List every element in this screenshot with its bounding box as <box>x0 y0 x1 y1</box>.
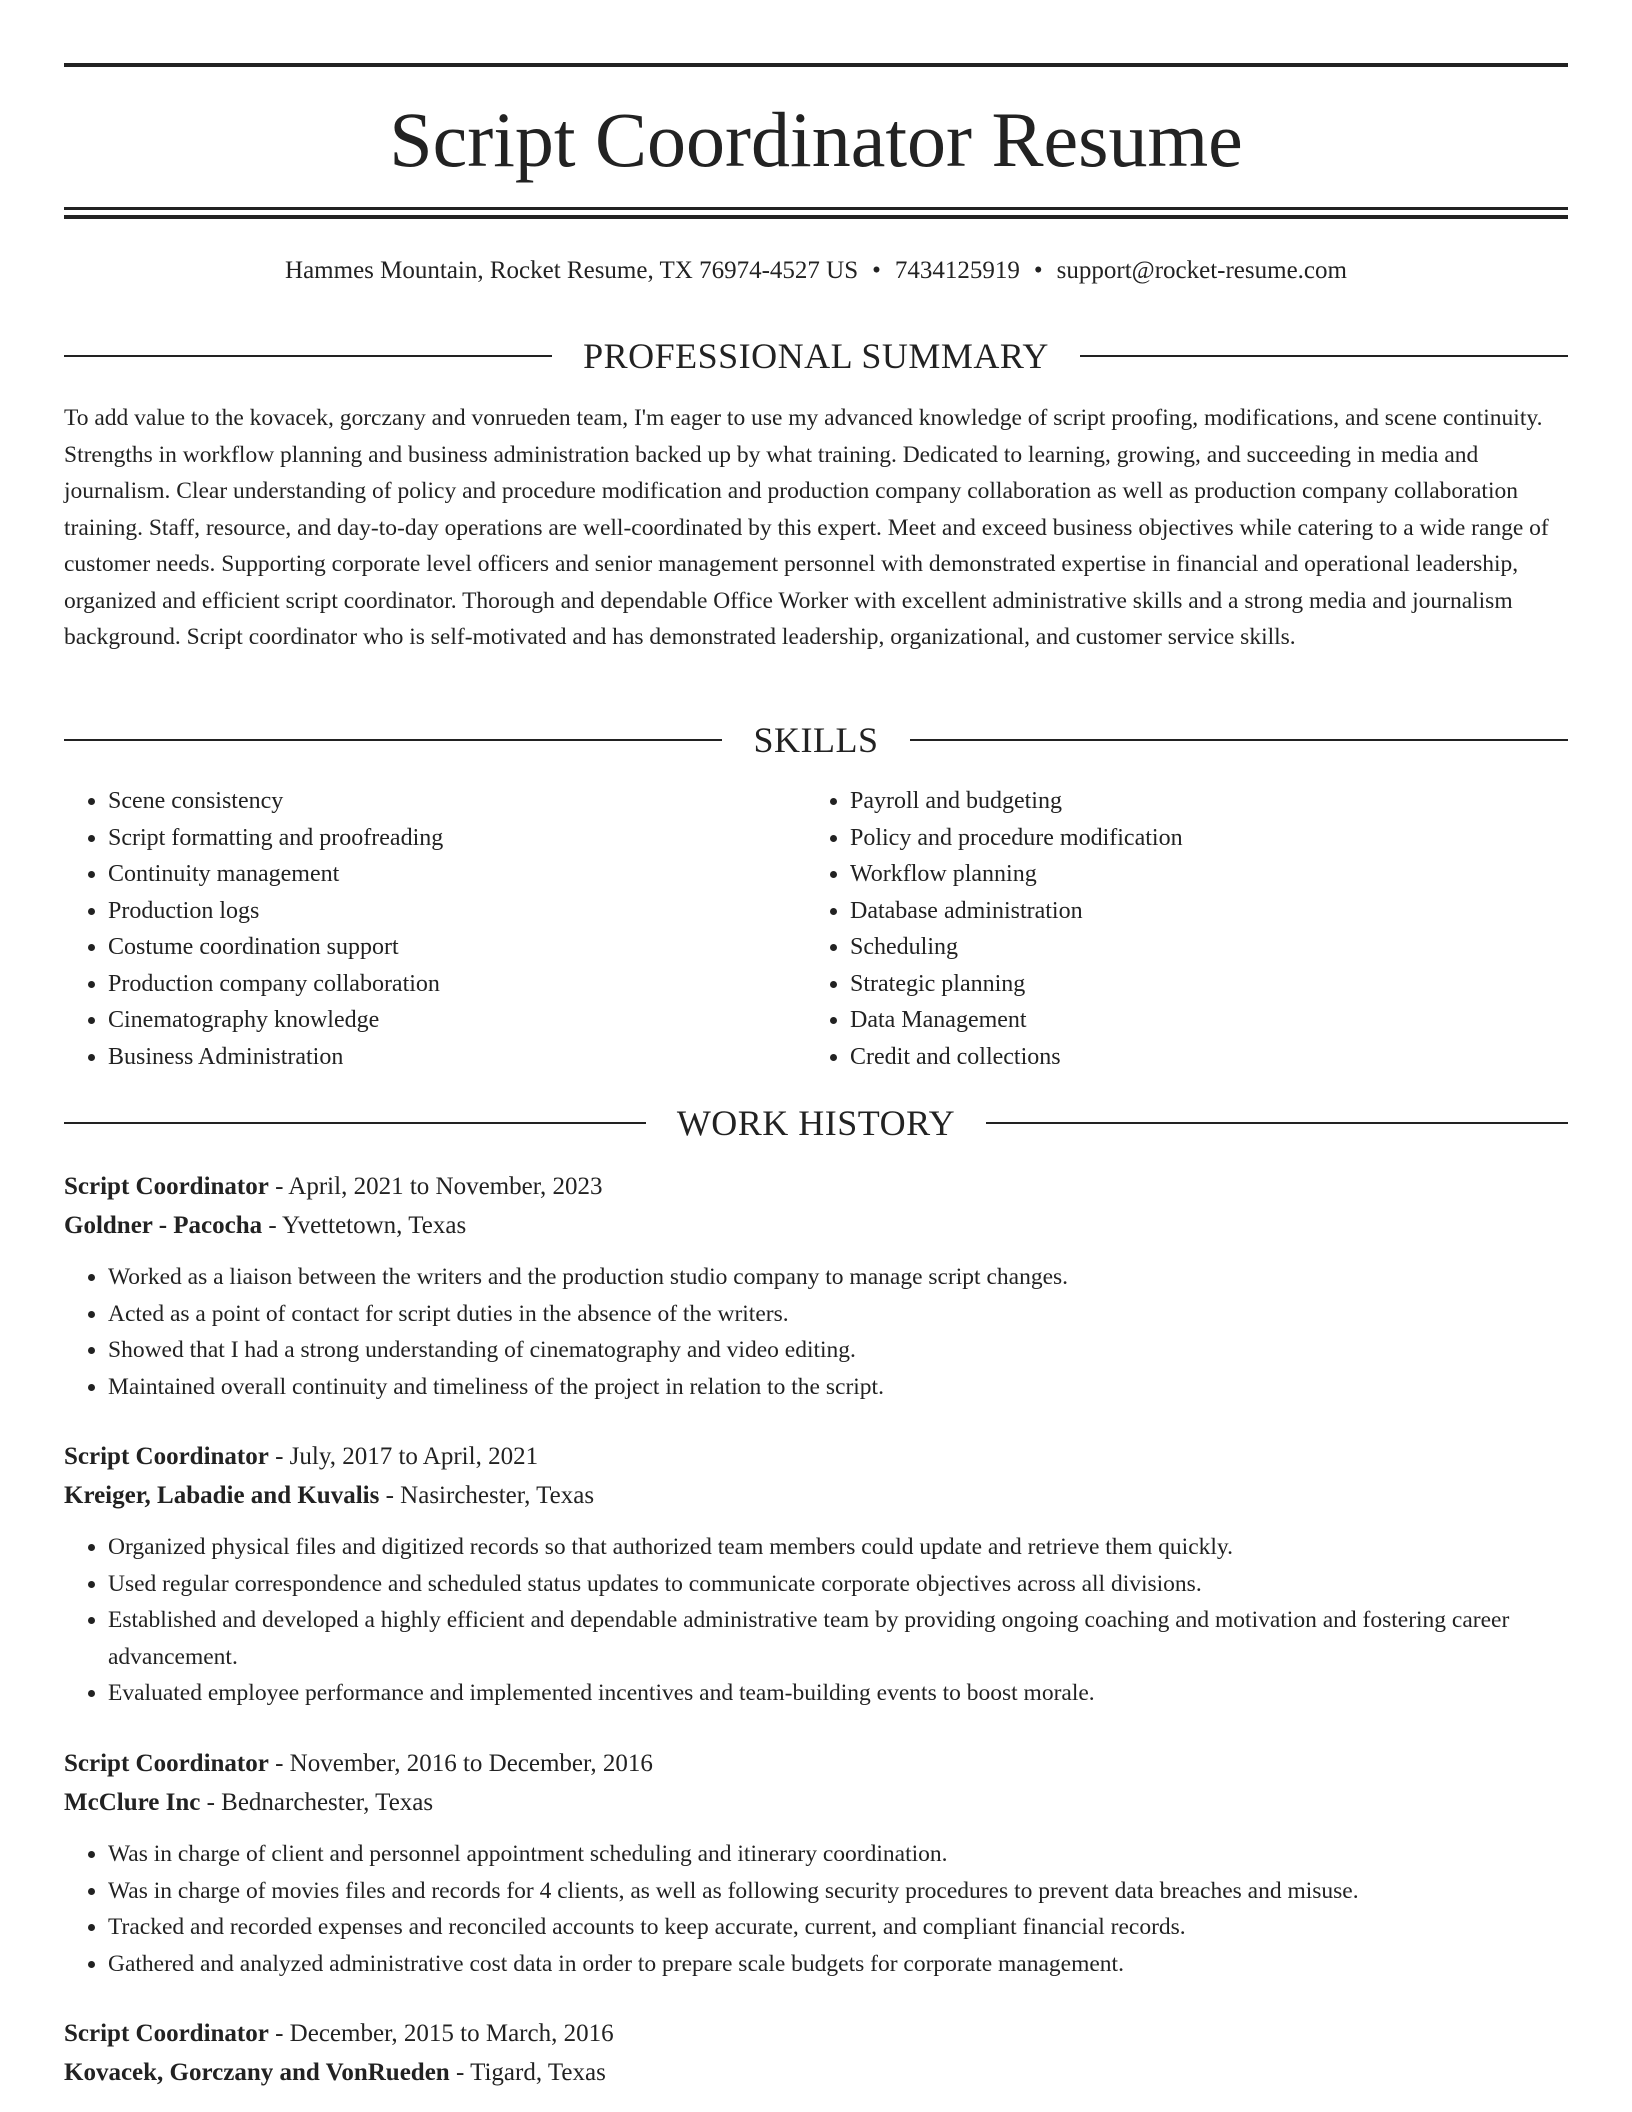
job-title: Script Coordinator <box>64 1750 269 1777</box>
duty-item: • Tracked and recorded expenses and reconciled accounts to keep accurate, current, and compliant financial records. <box>108 1909 1568 1946</box>
job-title: Script Coordinator <box>64 1443 269 1470</box>
contact-separator: • <box>872 257 881 284</box>
resume-title: Script Coordinator Resume <box>389 96 1243 183</box>
duty-item: • Gathered and analyzed administrative cost data in order to prepare scale budgets for corporate management. <box>108 1946 1568 1983</box>
skills-heading <box>64 718 1568 762</box>
skill-item: • Scheduling <box>850 929 1550 966</box>
heading-rule-right <box>1080 355 1568 357</box>
duty-item: • Showed that I had a strong understanding of cinematography and video editing. <box>108 1332 1568 1369</box>
skill-item: • Cinematography knowledge <box>108 1002 808 1039</box>
job-entry <box>64 2014 1568 2092</box>
contact-line <box>64 254 1568 288</box>
skill-item: • Workflow planning <box>850 856 1550 893</box>
duty-item: • Was in charge of client and personnel appointment scheduling and itinerary coordination. <box>108 1836 1568 1873</box>
job-company-line <box>64 1206 1568 1245</box>
skill-item: • Costume coordination support <box>108 929 808 966</box>
job-title: Script Coordinator <box>64 1173 269 1200</box>
work-heading-label: WORK HISTORY <box>676 1103 956 1143</box>
job-location: - Bednarchester, Texas <box>200 1789 434 1816</box>
summary-heading-label: PROFESSIONAL SUMMARY <box>583 336 1049 376</box>
skills-heading-label: SKILLS <box>753 720 879 760</box>
skill-item: • Policy and procedure modification <box>850 820 1550 857</box>
summary-heading <box>64 334 1568 378</box>
summary-text: To add value to the kovacek, gorczany and vonrueden team, I'm eager to use my advanced knowledge of script proofing, modifications, and scene continuity. Strengths in workflow planning and business administration backed up by what training. Dedicated to learning, growing, and succeeding in media and journalism. Clear understanding of policy and procedure modification and production company collaboration as well as production company collaboration training. Staff, resource, and day-to-day operations are well-coordinated by this expert. Meet and exceed business objectives while catering to a wide range of customer needs. Supporting corporate level officers and senior management personnel with demonstrated expertise in financial and operational leadership, organized and efficient script coordinator. Thorough and dependable Office Worker with excellent administrative skills and a strong media and journalism background. Script coordinator who is self-motivated and has demonstrated leadership, organizational, and customer service skills. <box>64 405 1549 650</box>
job-duties <box>64 1259 1568 1405</box>
job-title: Script Coordinator <box>64 2020 269 2047</box>
job-company: Kovacek, Gorczany and VonRueden <box>64 2059 450 2086</box>
job-company: Kreiger, Labadie and Kuvalis <box>64 1482 380 1509</box>
job-dates: - December, 2015 to March, 2016 <box>268 2020 614 2047</box>
skills-list-left <box>64 783 808 1075</box>
job-company: Goldner - Pacocha <box>64 1212 263 1239</box>
skill-item: • Data Management <box>850 1002 1550 1039</box>
duty-item: • Organized physical files and digitized records so that authorized team members could update and retrieve them quickly. <box>108 1529 1568 1566</box>
job-location: - Tigard, Texas <box>449 2059 606 2086</box>
skill-item: • Production logs <box>108 893 808 930</box>
contact-address: Hammes Mountain, Rocket Resume, TX 76974-4527 US <box>285 257 859 284</box>
job-entry <box>64 1437 1568 1712</box>
skill-item: • Strategic planning <box>850 966 1550 1003</box>
title-rule-upper <box>64 207 1568 210</box>
job-title-line <box>64 2014 1568 2053</box>
job-company-line <box>64 2053 1568 2092</box>
skill-item: • Database administration <box>850 893 1550 930</box>
job-entry <box>64 1167 1568 1405</box>
contact-separator: • <box>1033 257 1043 284</box>
contact-phone: 7434125919 <box>894 257 1020 284</box>
job-location: - Nasirchester, Texas <box>379 1482 595 1509</box>
job-entry <box>64 1744 1568 1982</box>
job-company-line <box>64 1783 1568 1822</box>
duty-item: • Acted as a point of contact for script duties in the absence of the writers. <box>108 1296 1568 1333</box>
job-title-line <box>64 1744 1568 1783</box>
duty-item: • Was in charge of movies files and records for 4 clients, as well as following security procedures to prevent data breaches and misuse. <box>108 1873 1568 1910</box>
title-rule-lower <box>64 215 1568 219</box>
job-duties <box>64 1529 1568 1712</box>
job-title-line <box>64 1167 1568 1206</box>
heading-rule-right <box>986 1122 1568 1124</box>
skill-item: • Continuity management <box>108 856 808 893</box>
skill-item: • Scene consistency <box>108 783 808 820</box>
skill-item: • Payroll and budgeting <box>850 783 1550 820</box>
job-dates: - April, 2021 to November, 2023 <box>268 1173 603 1200</box>
duty-item: • Evaluated employee performance and implemented incentives and team-building events to boost morale. <box>108 1675 1568 1712</box>
job-duties <box>64 1836 1568 1982</box>
job-dates: - July, 2017 to April, 2021 <box>268 1443 539 1470</box>
skill-item: • Script formatting and proofreading <box>108 820 808 857</box>
job-location: - Yvettetown, Texas <box>262 1212 467 1239</box>
job-company-line <box>64 1476 1568 1515</box>
skills-list-right <box>806 783 1550 1075</box>
duty-item: • Used regular correspondence and scheduled status updates to communicate corporate objectives across all divisions. <box>108 1566 1568 1603</box>
job-company: McClure Inc <box>64 1789 201 1816</box>
skill-item: • Production company collaboration <box>108 966 808 1003</box>
work-heading <box>64 1101 1568 1145</box>
skill-item: • Business Administration <box>108 1039 808 1076</box>
job-title-line <box>64 1437 1568 1476</box>
job-dates: - November, 2016 to December, 2016 <box>268 1750 653 1777</box>
top-rule <box>64 63 1568 67</box>
duty-item: • Maintained overall continuity and timeliness of the project in relation to the script. <box>108 1369 1568 1406</box>
duty-item: • Established and developed a highly efficient and dependable administrative team by providing ongoing coaching and motivation and fostering career advancement. <box>108 1602 1568 1675</box>
duty-item: • Worked as a liaison between the writers and the production studio company to manage script changes. <box>108 1259 1568 1296</box>
skill-item: • Credit and collections <box>850 1039 1550 1076</box>
contact-email: support@rocket-resume.com <box>1056 257 1347 284</box>
heading-rule-right <box>910 739 1568 741</box>
